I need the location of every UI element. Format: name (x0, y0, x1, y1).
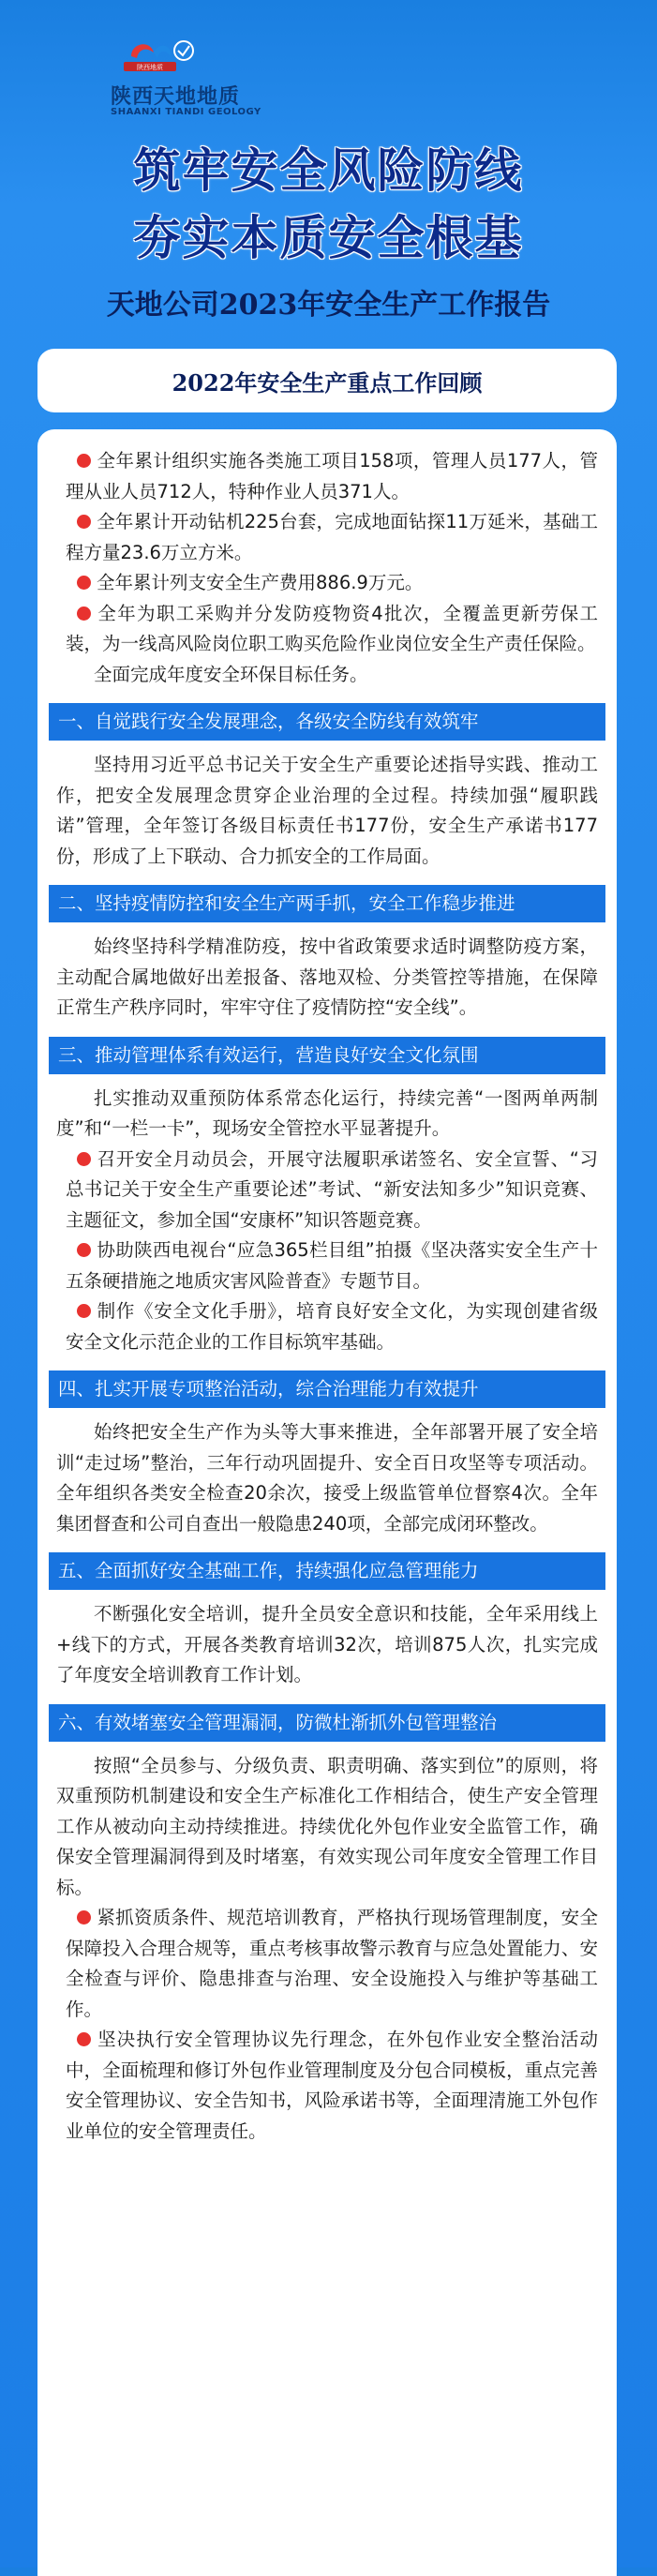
section-3-paragraph: 扎实推动双重预防体系常态化运行，持续完善“一图两单两制度”和“一栏一卡”，现场安全管控水平显著提升。 (56, 1086, 598, 1139)
section-5-paragraph: 不断强化安全培训，提升全员安全意识和技能，全年采用线上+线下的方式，开展各类教育培训32次，培训875人次，扎实完成了年度安全培训教育工作计划。 (56, 1603, 598, 1685)
section-6-paragraph: 按照“全员参与、分级负责、职责明确、落实到位”的原则，将双重预防机制建设和安全生产标准化工作相结合，使生产安全管理工作从被动向主动持续推进。持续优化外包作业安全监管工作，确保安全管理漏洞得到及时堵塞，有效实现公司年度安全管理工作目标。 (56, 1754, 598, 1898)
intro-bullet: 全年为职工采购并分发防疫物资4批次，全覆盖更新劳保工装，为一线高风险岗位职工购买危险作业岗位安全生产责任保险。 (66, 602, 598, 654)
bullet-dot-icon (77, 515, 91, 529)
logo-chinese-name: 陕西天地地质 (111, 85, 241, 109)
section-4-title: 四、扎实开展专项整治活动，综合治理能力有效提升 (49, 1370, 605, 1408)
report-subtitle: 天地公司2023年安全生产工作报告 (106, 289, 551, 322)
bullet-dot-icon (77, 1910, 91, 1925)
section-2-paragraph: 始终坚持科学精准防疫，按中省政策要求适时调整防疫方案，主动配合属地做好出差报备、落地双检、分类管控等措施，在保障正常生产秩序同时，牢牢守住了疫情防控“安全线”。 (56, 936, 598, 1018)
section-1-title: 一、自觉践行安全发展理念，各级安全防线有效筑牢 (49, 703, 605, 741)
bullet-dot-icon (77, 1304, 91, 1318)
section-6-bullet: 坚决执行安全管理协议先行理念，在外包作业安全整治活动中，全面梳理和修订外包作业管理制度及分包合同模板，重点完善安全管理协议、安全告知书，风险承诺书等，全面理清施工外包作业单位的安全管理责任。 (66, 2029, 598, 2142)
logo-emblem-icon (111, 36, 195, 79)
section-3-bullet: 制作《安全文化手册》，培育良好安全文化，为实现创建省级安全文化示范企业的工作目标筑牢基础。 (66, 1300, 598, 1353)
logo-badge-text: 陕西地质 (137, 64, 163, 71)
bullet-dot-icon (77, 454, 91, 468)
intro-summary: 全面完成年度安全环保目标任务。 (94, 663, 368, 685)
section-6-bullet: 紧抓资质条件、规范培训教育，严格执行现场管理制度，安全保障投入合理合规等，重点考核事故警示教育与应急处置能力、安全检查与评价、隐患排查与治理、安全设施投入与维护等基础工作。 (66, 1907, 598, 2020)
review-title-box (37, 349, 617, 412)
bullet-dot-icon (77, 576, 91, 590)
intro-bullet: 全年累计开动钻机225台套，完成地面钻探11万延米，基础工程方量23.6万立方米。 (66, 511, 598, 563)
section-3-title: 三、推动管理体系有效运行，营造良好安全文化氛围 (49, 1037, 605, 1074)
content-card (37, 429, 617, 2576)
headline-line-2: 夯实本质安全根基 (133, 211, 524, 265)
logo-english-name: SHAANXI TIANDI GEOLOGY (111, 107, 261, 117)
section-5-title: 五、全面抓好安全基础工作，持续强化应急管理能力 (49, 1552, 605, 1590)
bullet-dot-icon (77, 1152, 91, 1166)
bullet-dot-icon (77, 2032, 91, 2046)
company-logo (111, 36, 270, 120)
section-6-title: 六、有效堵塞安全管理漏洞，防微杜渐抓外包管理整治 (49, 1704, 605, 1742)
section-3-bullet: 协助陕西电视台“应急365栏目组”拍摄《坚决落实安全生产十五条硬措施之地质灾害风险普查》专题节目。 (66, 1239, 598, 1292)
certification-mark-icon (174, 41, 193, 60)
section-3-bullet: 召开安全月动员会，开展守法履职承诺签名、安全宣誓、“习总书记关于安全生产重要论述”考试、“新安法知多少”知识竞赛、主题征文，参加全国“安康杯”知识答题竞赛。 (66, 1147, 598, 1231)
section-4-paragraph: 始终把安全生产作为头等大事来推进，全年部署开展了安全培训“走过场”整治，三年行动巩固提升、安全百日攻坚等专项活动。全年组织各类安全检查20余次，接受上级监管单位督察4次。全年集团督查和公司自查出一般隐患240项，全部完成闭环整改。 (56, 1421, 598, 1535)
bullet-dot-icon (77, 1243, 91, 1257)
headline-line-1: 筑牢安全风险防线 (133, 143, 524, 198)
intro-bullet: 全年累计组织实施各类施工项目158项，管理人员177人，管理从业人员712人，特种作业人员371人。 (66, 450, 598, 502)
review-title: 2022年安全生产重点工作回顾 (172, 368, 483, 397)
intro-bullet: 全年累计列支安全生产费用886.9万元。 (56, 568, 598, 599)
section-1-paragraph: 坚持用习近平总书记关于安全生产重要论述指导实践、推动工作，把安全发展理念贯穿企业治理的全过程。持续加强“履职践诺”管理，全年签订各级目标责任书177份，安全生产承诺书177份，形成了上下联动、合力抓安全的工作局面。 (56, 754, 598, 867)
section-2-title: 二、坚持疫情防控和安全生产两手抓，安全工作稳步推进 (49, 885, 605, 922)
bullet-dot-icon (77, 607, 91, 621)
